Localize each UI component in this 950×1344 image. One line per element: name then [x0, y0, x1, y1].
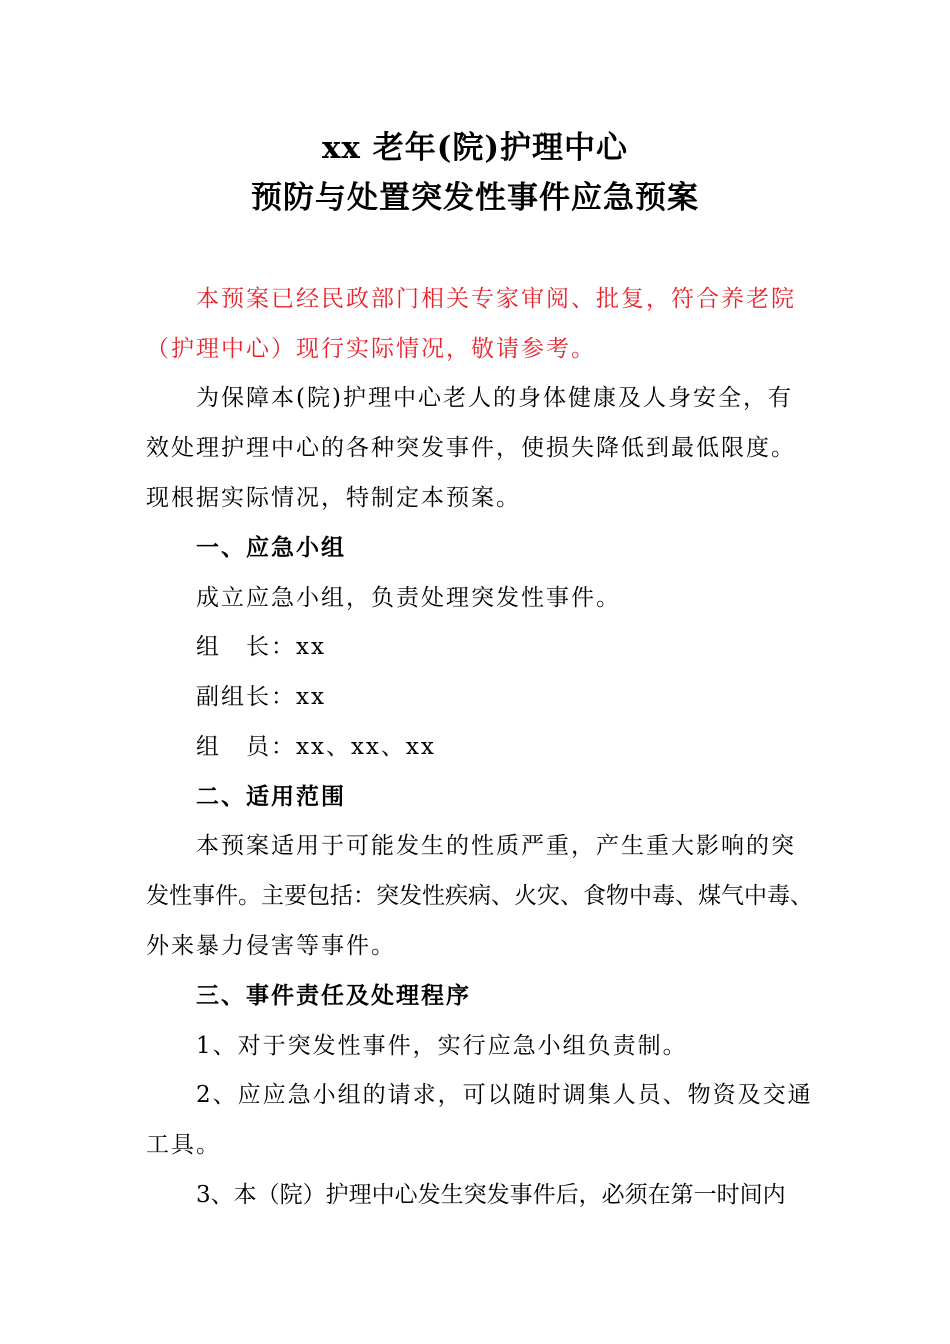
scope-line-3: 外来暴力侵害等事件。	[146, 933, 396, 959]
scope-line-1: 本预案适用于可能发生的性质严重，产生重大影响的突	[196, 833, 796, 859]
notice-line-1: 本预案已经民政部门相关专家审阅、批复，符合养老院	[196, 286, 796, 312]
procedure-item-3-line-1: 3、本（院）护理中心发生突发事件后，必须在第一时间内	[196, 1182, 786, 1208]
procedure-item-2-line-2: 工具。	[146, 1132, 221, 1158]
section-heading-emergency-team: 一、应急小组	[196, 534, 346, 561]
section-heading-responsibility: 三、事件责任及处理程序	[196, 982, 471, 1009]
document-title-line-2: 预防与处置突发性事件应急预案	[251, 180, 699, 216]
section-text-emergency-team: 成立应急小组，负责处理突发性事件。	[196, 585, 621, 611]
intro-line-3: 现根据实际情况，特制定本预案。	[146, 485, 521, 511]
section-heading-scope: 二、适用范围	[196, 783, 346, 810]
team-deputy-leader: 副组长：xx	[196, 684, 326, 710]
intro-line-2: 效处理护理中心的各种突发事件，使损失降低到最低限度。	[146, 435, 796, 461]
intro-line-1: 为保障本(院)护理中心老人的身体健康及人身安全，有	[196, 385, 793, 411]
team-leader: 组 长：xx	[196, 634, 326, 660]
procedure-item-1: 1、对于突发性事件，实行应急小组负责制。	[196, 1033, 688, 1059]
notice-line-2: （护理中心）现行实际情况，敬请参考。	[146, 336, 596, 362]
team-members: 组 员：xx、xx、xx	[196, 734, 436, 760]
scope-line-2: 发性事件。主要包括：突发性疾病、火灾、食物中毒、煤气中毒、	[146, 883, 813, 909]
procedure-item-2-line-1: 2、应应急小组的请求，可以随时调集人员、物资及交通	[196, 1082, 813, 1108]
document-title-line-1: xx 老年(院)护理中心	[321, 130, 629, 166]
